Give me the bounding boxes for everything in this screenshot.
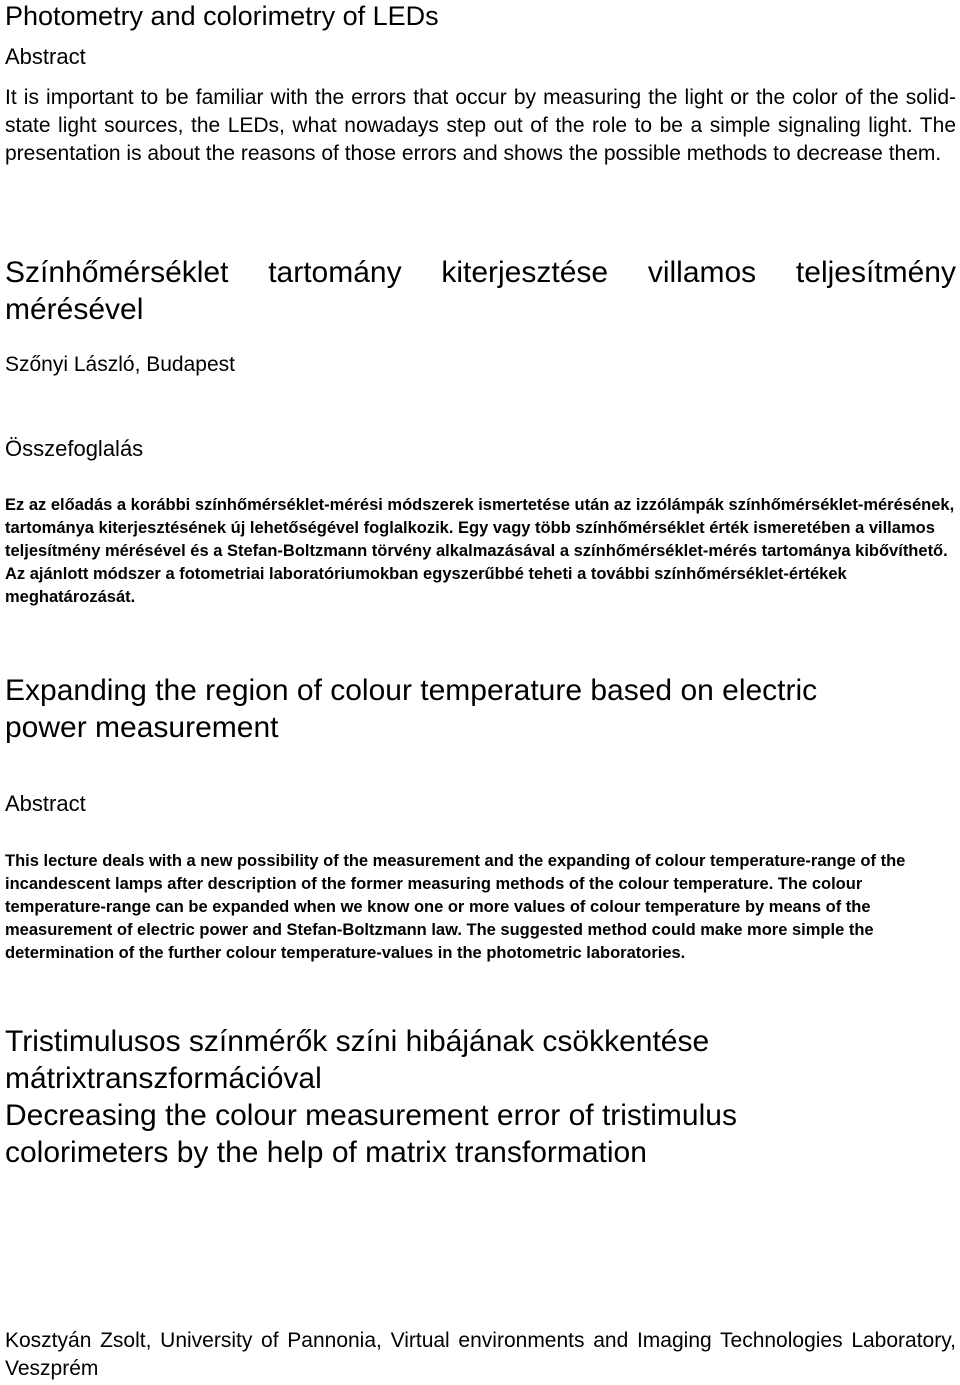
abstract-paragraph: It is important to be familiar with the errors that occur by measuring the light or the color of the solid-state light sources, the LEDs, what nowadays step out of the role to be a simple signaling light. The presentation is about the reasons of those errors and shows the possible methods to decrease them. — [5, 86, 956, 165]
section1-title: Színhőmérséklet tartomány kiterjesztése villamos teljesítmény mérésével — [5, 256, 956, 326]
section2-title: Expanding the region of colour temperature based on electric power measurement — [5, 674, 818, 744]
document-title: Photometry and colorimetry of LEDs — [5, 1, 439, 31]
section2-abstract-heading: Abstract — [5, 791, 86, 816]
abstract-heading: Abstract — [5, 44, 86, 69]
section1-summary-heading: Összefoglalás — [5, 436, 144, 461]
section3-title-en: Decreasing the colour measurement error of tristimulus colorimeters by the help of matrix transformation — [5, 1099, 737, 1169]
section3-authors: Kosztyán Zsolt, University of Pannonia, Virtual environments and Imaging Technologies Laboratory, Veszprém — [5, 1329, 956, 1380]
section3-title-hu: Tristimulusos színmérők színi hibájának csökkentése mátrixtranszformációval — [5, 1025, 710, 1095]
section2-abstract-paragraph: This lecture deals with a new possibility of the measurement and the expanding of colour temperature-range of the incandescent lamps after description of the former measuring methods of the colour temperature. The colour temperature-range can be expanded when we know one or more values of colour temperature by means of the measurement of electric power and Stefan-Boltzmann law. The suggested method could make more simple the determination of the further colour temperature-values in the photometric laboratories. — [5, 852, 906, 962]
section1-summary-paragraph: Ez az előadás a korábbi színhőmérséklet-mérési módszerek ismertetése után az izzólámpák színhőmérséklet-mérésének, tartománya kiterjesztésének új lehetőségével foglalkozik. Egy vagy több színhőmérséklet érték ismeretében a villamos teljesítmény mérésével és a Stefan-Boltzmann törvény alkalmazásával a színhőmérséklet-mérés tartománya kibővíthető. Az ajánlott módszer a fotometriai laboratóriumokban egyszerűbbé teheti a további színhőmérséklet-értékek meghatározását. — [5, 496, 955, 606]
section1-author: Szőnyi László, Budapest — [5, 353, 235, 376]
